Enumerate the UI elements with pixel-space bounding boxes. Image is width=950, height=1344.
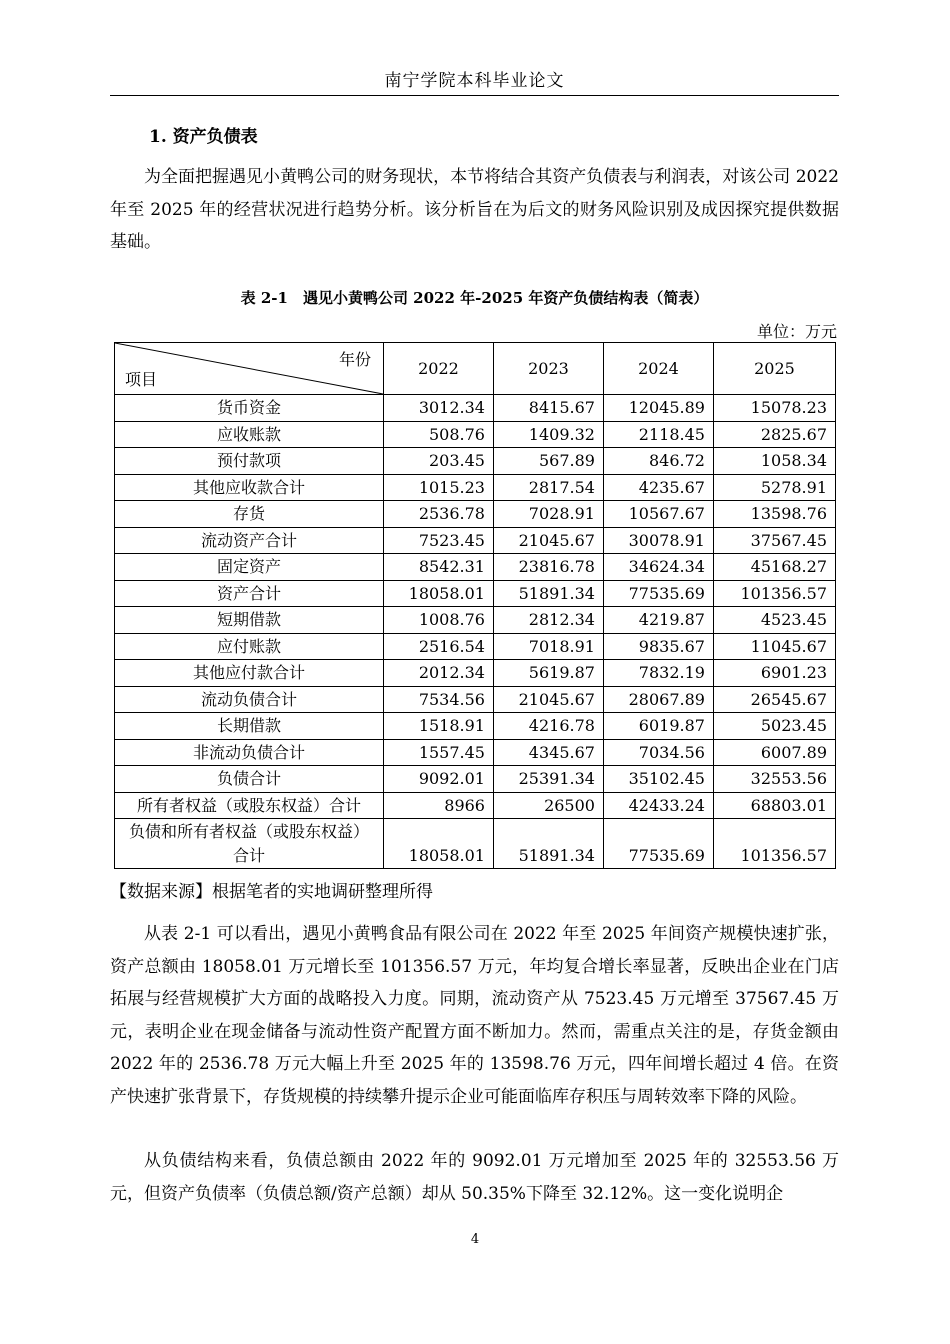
value-cell: 18058.01	[384, 819, 494, 869]
table-row	[115, 580, 836, 607]
value-cell: 4345.67	[493, 739, 603, 766]
value-cell: 18058.01	[384, 580, 494, 607]
value-cell: 2812.34	[493, 607, 603, 634]
value-cell: 203.45	[384, 448, 494, 475]
value-cell: 508.76	[384, 421, 494, 448]
table-row	[115, 448, 836, 475]
value-cell: 8415.67	[493, 395, 603, 422]
value-cell: 1015.23	[384, 474, 494, 501]
row-label: 短期借款	[115, 607, 384, 634]
table-row	[115, 686, 836, 713]
value-cell: 2825.67	[713, 421, 835, 448]
corner-cell	[115, 343, 384, 395]
table-row	[115, 607, 836, 634]
value-cell: 6019.87	[603, 713, 713, 740]
value-cell: 11045.67	[713, 633, 835, 660]
value-cell: 51891.34	[493, 580, 603, 607]
intro-paragraph: 为全面把握遇见小黄鸭公司的财务现状，本节将结合其资产负债表与利润表，对该公司 2022 年至 2025 年的经营状况进行趋势分析。该分析旨在为后文的财务风险识别及成因探究提供数据基础。	[110, 167, 839, 252]
value-cell: 77535.69	[603, 819, 713, 869]
value-cell: 7018.91	[493, 633, 603, 660]
value-cell: 4219.87	[603, 607, 713, 634]
table-row	[115, 474, 836, 501]
value-cell: 101356.57	[713, 580, 835, 607]
table-header-row	[115, 343, 836, 395]
table-row	[115, 633, 836, 660]
page-header: 南宁学院本科毕业论文	[384, 71, 565, 91]
value-cell: 9092.01	[384, 766, 494, 793]
analysis-paragraph: 从负债结构来看，负债总额由 2022 年的 9092.01 万元增加至 2025 年的 32553.56 万元，但资产负债率（负债总额/资产总额）却从 50.35%下降至 32.12%。这一变化说明企	[110, 1151, 839, 1204]
value-cell: 8966	[384, 792, 494, 819]
value-cell: 1409.32	[493, 421, 603, 448]
table-row	[115, 766, 836, 793]
value-cell: 4523.45	[713, 607, 835, 634]
value-cell: 32553.56	[713, 766, 835, 793]
value-cell: 45168.27	[713, 554, 835, 581]
table-row	[115, 554, 836, 581]
row-label: 负债合计	[115, 766, 384, 793]
value-cell: 26500	[493, 792, 603, 819]
table-row	[115, 819, 836, 869]
value-cell: 51891.34	[493, 819, 603, 869]
row-label: 长期借款	[115, 713, 384, 740]
value-cell: 25391.34	[493, 766, 603, 793]
value-cell: 4216.78	[493, 713, 603, 740]
table-row	[115, 501, 836, 528]
row-label: 预付款项	[115, 448, 384, 475]
value-cell: 5278.91	[713, 474, 835, 501]
value-cell: 6007.89	[713, 739, 835, 766]
row-label: 应收账款	[115, 421, 384, 448]
table-row	[115, 792, 836, 819]
year-header: 2023	[493, 343, 603, 395]
value-cell: 77535.69	[603, 580, 713, 607]
value-cell: 26545.67	[713, 686, 835, 713]
row-label: 存货	[115, 501, 384, 528]
year-header: 2024	[603, 343, 713, 395]
value-cell: 5619.87	[493, 660, 603, 687]
value-cell: 2516.54	[384, 633, 494, 660]
table-row	[115, 660, 836, 687]
row-label-line: 负债和所有者权益（或股东权益）	[128, 821, 369, 841]
table-row	[115, 527, 836, 554]
value-cell: 34624.34	[603, 554, 713, 581]
value-cell: 21045.67	[493, 686, 603, 713]
corner-item-label: 项目	[125, 370, 158, 389]
table-row	[115, 421, 836, 448]
row-label: 固定资产	[115, 554, 384, 581]
value-cell: 7832.19	[603, 660, 713, 687]
value-cell: 21045.67	[493, 527, 603, 554]
row-label: 其他应收款合计	[115, 474, 384, 501]
value-cell: 6901.23	[713, 660, 835, 687]
value-cell: 7523.45	[384, 527, 494, 554]
value-cell: 10567.67	[603, 501, 713, 528]
header-divider	[110, 95, 839, 96]
value-cell: 68803.01	[713, 792, 835, 819]
row-label: 货币资金	[115, 395, 384, 422]
value-cell: 30078.91	[603, 527, 713, 554]
row-label: 非流动负债合计	[115, 739, 384, 766]
value-cell: 567.89	[493, 448, 603, 475]
value-cell: 28067.89	[603, 686, 713, 713]
row-label: 资产合计	[115, 580, 384, 607]
value-cell: 9835.67	[603, 633, 713, 660]
row-label: 所有者权益（或股东权益）合计	[115, 792, 384, 819]
year-header: 2022	[384, 343, 494, 395]
value-cell: 3012.34	[384, 395, 494, 422]
value-cell: 846.72	[603, 448, 713, 475]
value-cell: 1518.91	[384, 713, 494, 740]
value-cell: 2012.34	[384, 660, 494, 687]
value-cell: 5023.45	[713, 713, 835, 740]
value-cell: 7028.91	[493, 501, 603, 528]
value-cell: 101356.57	[713, 819, 835, 869]
value-cell: 1008.76	[384, 607, 494, 634]
value-cell: 12045.89	[603, 395, 713, 422]
corner-year-label: 年份	[338, 350, 371, 369]
page-number: 4	[470, 1232, 480, 1247]
value-cell: 2118.45	[603, 421, 713, 448]
value-cell: 7034.56	[603, 739, 713, 766]
row-label: 流动资产合计	[115, 527, 384, 554]
value-cell: 37567.45	[713, 527, 835, 554]
year-header: 2025	[713, 343, 835, 395]
table-row	[115, 395, 836, 422]
table-row	[115, 739, 836, 766]
row-label-line: 合计	[232, 845, 265, 865]
row-label: 其他应付款合计	[115, 660, 384, 687]
value-cell: 23816.78	[493, 554, 603, 581]
section-title: 1. 资产负债表	[149, 127, 258, 147]
value-cell: 4235.67	[603, 474, 713, 501]
value-cell: 2817.54	[493, 474, 603, 501]
table-unit: 单位：万元	[756, 322, 837, 341]
value-cell: 2536.78	[384, 501, 494, 528]
value-cell: 1557.45	[384, 739, 494, 766]
table-caption: 表 2-1 遇见小黄鸭公司 2022 年-2025 年资产负债结构表（简表）	[240, 289, 709, 307]
balance-sheet-table	[114, 342, 836, 869]
table-row	[115, 713, 836, 740]
row-label: 应付账款	[115, 633, 384, 660]
value-cell: 15078.23	[713, 395, 835, 422]
value-cell: 1058.34	[713, 448, 835, 475]
analysis-paragraph: 从表 2-1 可以看出，遇见小黄鸭食品有限公司在 2022 年至 2025 年间资产规模快速扩张，资产总额由 18058.01 万元增长至 101356.57 万元，年均复合增长率显著，反映出企业在门店拓展与经营规模扩大方面的战略投入力度。同期，流动资产从 7523.45 万元增至 37567.45 万元，表明企业在现金储备与流动性资产配置方面不断加力。然而，需重点关注的是，存货金额由 2022 年的 2536.78 万元大幅上升至 2025 年的 13598.76 万元，四年间增长超过 4 倍。在资产快速扩张背景下，存货规模的持续攀升提示企业可能面临库存积压与周转效率下降的风险。	[110, 924, 839, 1107]
value-cell: 13598.76	[713, 501, 835, 528]
value-cell: 8542.31	[384, 554, 494, 581]
row-label	[115, 819, 384, 869]
data-source-note: 【数据来源】根据笔者的实地调研整理所得	[110, 882, 433, 902]
value-cell: 35102.45	[603, 766, 713, 793]
value-cell: 42433.24	[603, 792, 713, 819]
row-label: 流动负债合计	[115, 686, 384, 713]
value-cell: 7534.56	[384, 686, 494, 713]
